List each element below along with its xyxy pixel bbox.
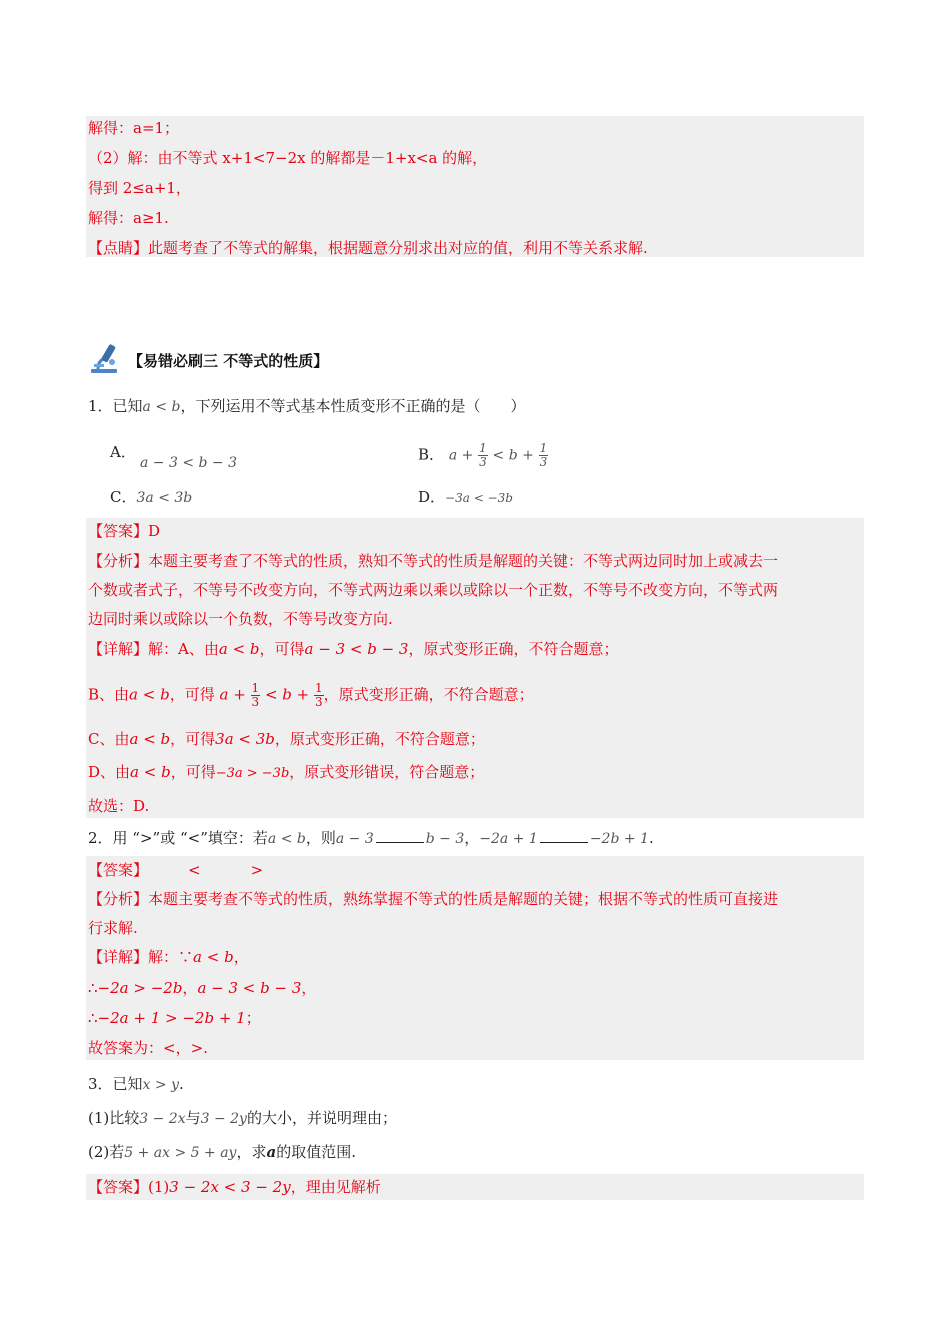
analysis-tag: 【分析】: [88, 890, 149, 908]
detail-math-2: −2a > −2b: [97, 979, 183, 997]
answer-text: ，理由见解析: [290, 1178, 381, 1196]
q3-text-2: .: [178, 1075, 184, 1093]
q1-option-a: [110, 442, 136, 462]
q3-p2-text-2: ，求: [236, 1143, 267, 1161]
detail-b-frac-1: $\frac{1}{3}$: [251, 681, 260, 709]
section-heading: [88, 340, 328, 380]
q2-analysis-line-1: [88, 889, 778, 909]
detail-c-math-1: a < b: [129, 730, 171, 748]
option-d-math: −3a < −3b: [445, 491, 513, 505]
detail-tag: 【详解】: [88, 948, 149, 966]
q2-answer-box: [86, 856, 864, 1060]
q1-detail-d: [88, 762, 484, 784]
detail-b-math-1: a < b: [129, 685, 170, 704]
detail-a-math-1: a < b: [218, 640, 260, 658]
detail-a-text-3: ，原式变形正确，不符合题意；: [408, 640, 619, 658]
q3-text-1: 3．已知: [88, 1075, 143, 1093]
top-solution-box: [86, 116, 864, 257]
q2-math-4: −2a + 1: [479, 831, 538, 847]
detail-a-text-2: ，可得: [259, 640, 305, 658]
q2-text-3: ，: [464, 829, 480, 847]
detail-c-text-3: ，原式变形正确，不符合题意；: [274, 730, 485, 748]
q2-conclusion: 故答案为：<，>.: [88, 1039, 208, 1057]
q3-answer-box: [86, 1174, 864, 1200]
solution-line-4: 解得：a≥1.: [88, 209, 169, 227]
solution-line-1: 解得：a=1；: [88, 119, 180, 137]
therefore-symbol: ∴: [88, 979, 98, 997]
solution-line-3: 得到 2≤a+1，: [88, 179, 191, 197]
option-d-label: D．: [418, 488, 446, 506]
detail-text-2: ，: [233, 948, 249, 966]
answer-value: D: [148, 522, 161, 540]
option-b-math-a: a +: [448, 447, 474, 464]
q1-conclusion: 故选：D.: [88, 797, 150, 815]
detail-d-math-1: a < b: [130, 763, 171, 781]
option-a-label: A．: [110, 443, 136, 461]
detail-text-3: ，: [182, 979, 198, 997]
q3-part-1: [88, 1108, 397, 1129]
detail-d-text-2: ，可得: [170, 763, 216, 781]
detail-text-5: ；: [245, 1009, 261, 1027]
detail-text-4: ，: [301, 979, 317, 997]
q3-answer-line: [88, 1177, 381, 1197]
q1-stem: [88, 396, 526, 417]
detail-b-math-b: < b +: [264, 685, 310, 704]
option-b-frac-2: $\frac{1}{3}$: [539, 441, 548, 469]
detail-c-text-1: C、由: [88, 730, 130, 748]
q2-text-1: 2．用 “>”或 “<”填空：若: [88, 829, 268, 847]
detail-math-1: a < b: [193, 948, 234, 966]
answer-tag: 【答案】: [88, 861, 149, 879]
detail-b-text-1: B、由: [88, 685, 130, 704]
q3-p1-math-1: 3 − 2x: [139, 1111, 186, 1127]
option-a-math: a − 3 < b − 3: [140, 455, 238, 471]
answer-part-label: (1): [148, 1178, 170, 1196]
q3-stem: [88, 1074, 184, 1095]
analysis-text-1: 本题主要考查了不等式的性质，熟知不等式的性质是解题的关键：不等式两边同时加上或减去一: [148, 552, 779, 570]
q2-detail-2: [88, 978, 316, 998]
q1-analysis-line-3: 边同时乘以或除以一个负数，不等号改变方向.: [88, 610, 393, 628]
section-title: 【易错必刷三 不等式的性质】: [128, 351, 329, 370]
q1-option-b: [418, 442, 548, 469]
q3-p2-math: 5 + ax > 5 + ay: [124, 1145, 237, 1161]
detail-math-4: −2a + 1 > −2b + 1: [97, 1009, 246, 1027]
q3-p2-variable: a: [266, 1143, 277, 1161]
q2-detail-3: [88, 1008, 261, 1028]
option-c-math: 3a < 3b: [136, 490, 193, 506]
detail-text-1: 解：∵: [148, 948, 194, 966]
q2-math-1: a < b: [267, 831, 306, 847]
detail-b-math-a: a +: [219, 685, 246, 704]
q3-p1-text-2: 与: [185, 1109, 201, 1127]
comment-line: [88, 238, 648, 258]
q2-math-2: a − 3: [335, 831, 374, 847]
q1-answer-box: [86, 518, 864, 818]
analysis-tag: 【分析】: [88, 552, 149, 570]
microscope-icon: [88, 340, 124, 380]
detail-math-3: a − 3 < b − 3: [197, 979, 302, 997]
q2-math-5: −2b + 1: [589, 831, 649, 847]
detail-b-text-2: ，可得: [169, 685, 215, 704]
comment-tag: 【点睛】: [88, 239, 149, 257]
q3-p2-text-3: 的取值范围.: [276, 1143, 356, 1161]
detail-a-text-1: 解：A、由: [148, 640, 219, 658]
q2-blank-1[interactable]: [376, 828, 424, 843]
q1-stem-text-2: ，下列运用不等式基本性质变形不正确的是（ ）: [180, 397, 526, 415]
detail-d-math-2: −3a > −3b: [215, 766, 290, 781]
answer-math: 3 − 2x < 3 − 2y: [169, 1178, 291, 1196]
detail-a-math-2: a − 3 < b − 3: [304, 640, 409, 658]
detail-c-math-2: 3a < 3b: [215, 730, 275, 748]
answer-tag: 【答案】: [88, 522, 149, 540]
q3-p2-text-1: (2)若: [88, 1143, 125, 1161]
q2-text-2: ，则: [305, 829, 336, 847]
therefore-symbol-2: ∴: [88, 1009, 98, 1027]
answer-value-2: >: [250, 861, 264, 879]
q1-stem-math: a < b: [142, 399, 181, 415]
q2-analysis-line-2: 行求解.: [88, 919, 138, 937]
analysis-text-1: 本题主要考查不等式的性质，熟练掌握不等式的性质是解题的关键；根据不等式的性质可直接进: [148, 890, 779, 908]
q3-p1-text-1: (1)比较: [88, 1109, 140, 1127]
detail-tag: 【详解】: [88, 640, 149, 658]
q1-stem-text: 1．已知: [88, 397, 143, 415]
q1-analysis-line-1: [88, 551, 778, 571]
detail-b-frac-2: $\frac{1}{3}$: [315, 681, 323, 709]
q3-p1-text-3: 的大小，并说明理由；: [246, 1109, 397, 1127]
q1-answer-line: [88, 521, 160, 541]
q2-answer-line: [88, 860, 263, 880]
q2-text-4: .: [648, 829, 654, 847]
answer-value-1: <: [188, 861, 201, 879]
option-b-math-b: < b +: [492, 447, 534, 464]
q2-blank-2[interactable]: [540, 828, 588, 843]
detail-b-text-3: ，原式变形正确，不符合题意；: [323, 685, 534, 704]
q2-math-3: b − 3: [425, 831, 465, 847]
answer-tag: 【答案】: [88, 1178, 149, 1196]
q1-option-d: [418, 487, 513, 508]
q1-option-c: [110, 487, 192, 508]
detail-d-text-1: D、由: [88, 763, 131, 781]
q3-part-2: [88, 1142, 356, 1163]
option-c-label: C．: [110, 488, 137, 506]
q1-detail-c: [88, 729, 485, 749]
q3-p1-math-2: 3 − 2y: [200, 1111, 247, 1127]
q1-analysis-line-2: 个数或者式子，不等号不改变方向，不等式两边乘以乘以或除以一个正数，不等号不改变方向，不等式两: [88, 581, 779, 599]
option-b-frac-1: $\frac{1}{3}$: [479, 441, 487, 469]
q1-option-a-math: [140, 452, 237, 473]
comment-text: 此题考查了不等式的解集，根据题意分别求出对应的值，利用不等关系求解.: [148, 239, 648, 257]
detail-d-text-3: ，原式变形错误，符合题意；: [289, 763, 485, 781]
q3-math-1: x > y: [142, 1077, 179, 1093]
q1-detail-a: [88, 639, 619, 659]
q2-detail-1: [88, 947, 249, 967]
q1-detail-b: [88, 682, 534, 709]
solution-line-2: （2）解：由不等式 x+1<7−2x 的解都是－1+x<a 的解，: [88, 149, 488, 167]
detail-c-text-2: ，可得: [170, 730, 216, 748]
option-b-label: B．: [418, 445, 445, 464]
q2-stem: [88, 828, 654, 849]
